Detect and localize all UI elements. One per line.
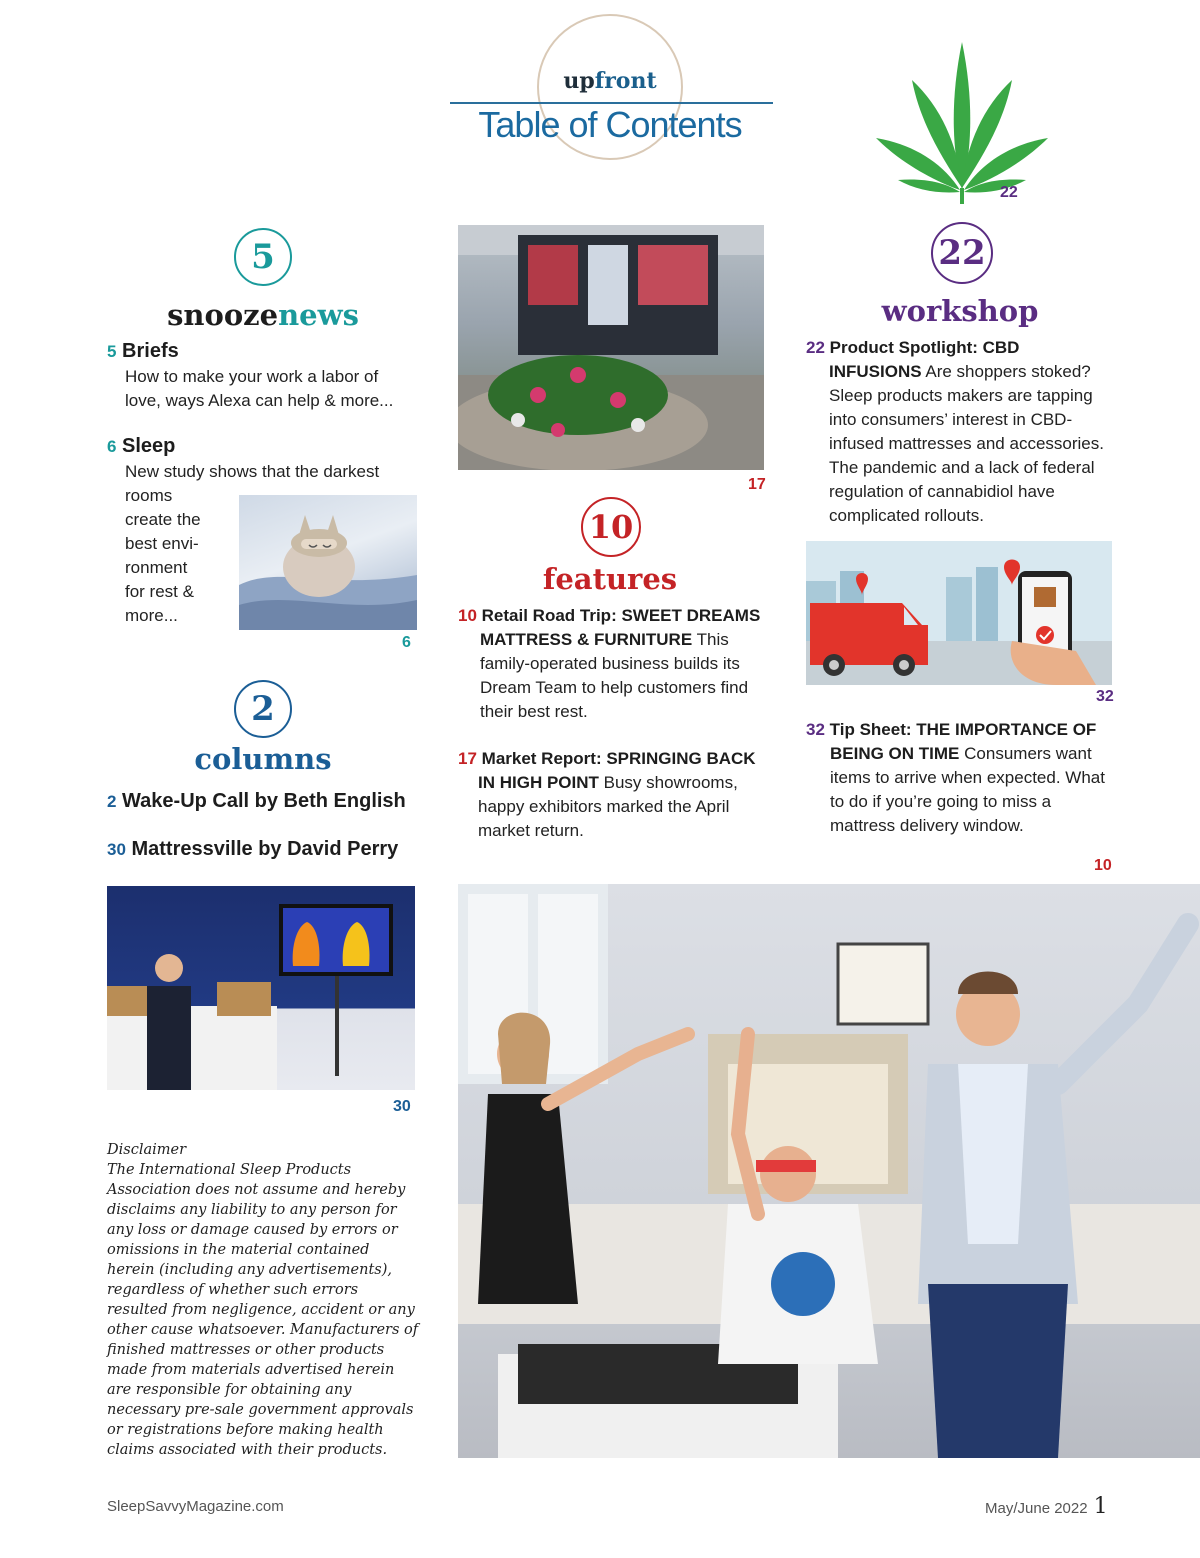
entry-page: 10 [458,606,477,625]
kicker-up: up [563,68,595,94]
toc-entry-briefs[interactable] [107,338,407,413]
photo-page-number: 10 [1094,857,1112,874]
footer-issue-date: May/June 2022 [985,1500,1088,1517]
kicker-front: front [594,68,657,94]
leaf-page-number: 22 [1000,184,1018,201]
entry-text: How to make your work a labor of love, ways Alexa can help & more... [125,367,394,410]
entry-title: Briefs [122,340,179,362]
entry-heading: Market Report: SPRINGING BACK IN HIGH POINT [478,749,756,792]
entry-text: rooms [125,486,173,505]
entry-page: 5 [107,342,117,361]
disclaimer-text: The International Sleep Products Association does not assume and hereby disclaims any liability to any person for any loss or damage caused by errors or omissions in the material contained herein (including any advertisements), regardless of whether such errors resulted from negligence, accident or any other cause whatsoever. Manufacturers of finished mattresses or other products made from materials advertised herein are responsible for obtaining any necessary pre-sale government approvals or registrations before making health claims associated with their products. [107,1162,419,1458]
entry-heading: Product Spotlight: CBD INFUSIONS [829,338,1020,381]
cannabis-leaf-icon [872,40,1052,205]
snoozenews-heading [140,298,386,332]
features-number-circle: 10 [581,497,641,557]
entry-heading: Retail Road Trip: SWEET DREAMS MATTRESS & FURNITURE [480,606,761,649]
entry-page: 6 [107,437,117,456]
entry-text: ronment [125,558,188,577]
entry-page: 22 [806,338,825,357]
features-heading: features [542,562,678,596]
delivery-illustration [806,541,1112,685]
snoozenews-heading-part1: snooze [167,298,279,332]
entry-page: 32 [806,720,825,739]
entry-text: for rest & [125,582,194,601]
toc-entry-product-spotlight[interactable] [806,336,1116,528]
photo-page-number: 30 [393,1098,411,1115]
entry-page: 2 [107,792,117,811]
workshop-number-circle: 22 [931,222,993,284]
market-entrance-photo [458,225,764,470]
toc-entry-retail-road-trip[interactable] [458,604,764,724]
toc-entry-mattressville[interactable] [107,836,427,863]
page-number: 1 [1093,1494,1108,1519]
entry-text: New study shows that the darkest [125,462,380,481]
entry-text: Consumers want items to arrive when expected. What to do if you’re going to miss a mattress delivery window. [830,744,1105,835]
toc-entry-tip-sheet[interactable] [806,718,1116,838]
workshop-heading: workshop [881,294,1039,328]
disclaimer-heading: Disclaimer [107,1142,187,1158]
entry-page: 30 [107,840,126,859]
entry-text: create the [125,510,201,529]
snoozenews-heading-part2: news [278,298,359,332]
footer-site: SleepSavvyMagazine.com [107,1498,284,1515]
entry-title: Wake-Up Call by Beth English [122,790,406,812]
section-kicker [450,68,770,94]
footer-issue [985,1494,1108,1519]
photo-page-number: 6 [402,634,411,651]
toc-entry-market-report[interactable] [458,747,758,843]
disclaimer [107,1140,419,1460]
page-title: Table of Contents [478,104,742,145]
photo-page-number: 32 [1096,688,1114,705]
trade-show-photo [107,886,415,1090]
store-team-photo [458,884,1200,1458]
photo-page-number: 17 [748,476,766,493]
entry-text: Are shoppers stoked? Sleep products makers are tapping into consumers’ interest in CBD-infused mattresses and accessories. The pandemic and a lack of federal regulation of cannabidiol have complicated rollouts. [829,362,1104,525]
entry-text: Busy showrooms, happy exhibitors marked the April market return. [478,773,738,840]
entry-text: This family-operated business builds its Dream Team to help customers find their best rest. [480,630,749,721]
entry-page: 17 [458,749,477,768]
columns-heading: columns [194,742,332,776]
snoozenews-number-circle: 5 [234,228,292,286]
entry-title: Sleep [122,435,176,457]
toc-entry-wake-up-call[interactable] [107,788,427,815]
entry-text: best envi- [125,534,199,553]
entry-heading: Tip Sheet: THE IMPORTANCE OF BEING ON TIME [829,720,1097,763]
columns-number-circle: 2 [234,680,292,738]
entry-text: more... [125,606,178,625]
entry-title: Mattressville by David Perry [131,838,399,860]
sleeping-pet-photo [239,495,417,630]
